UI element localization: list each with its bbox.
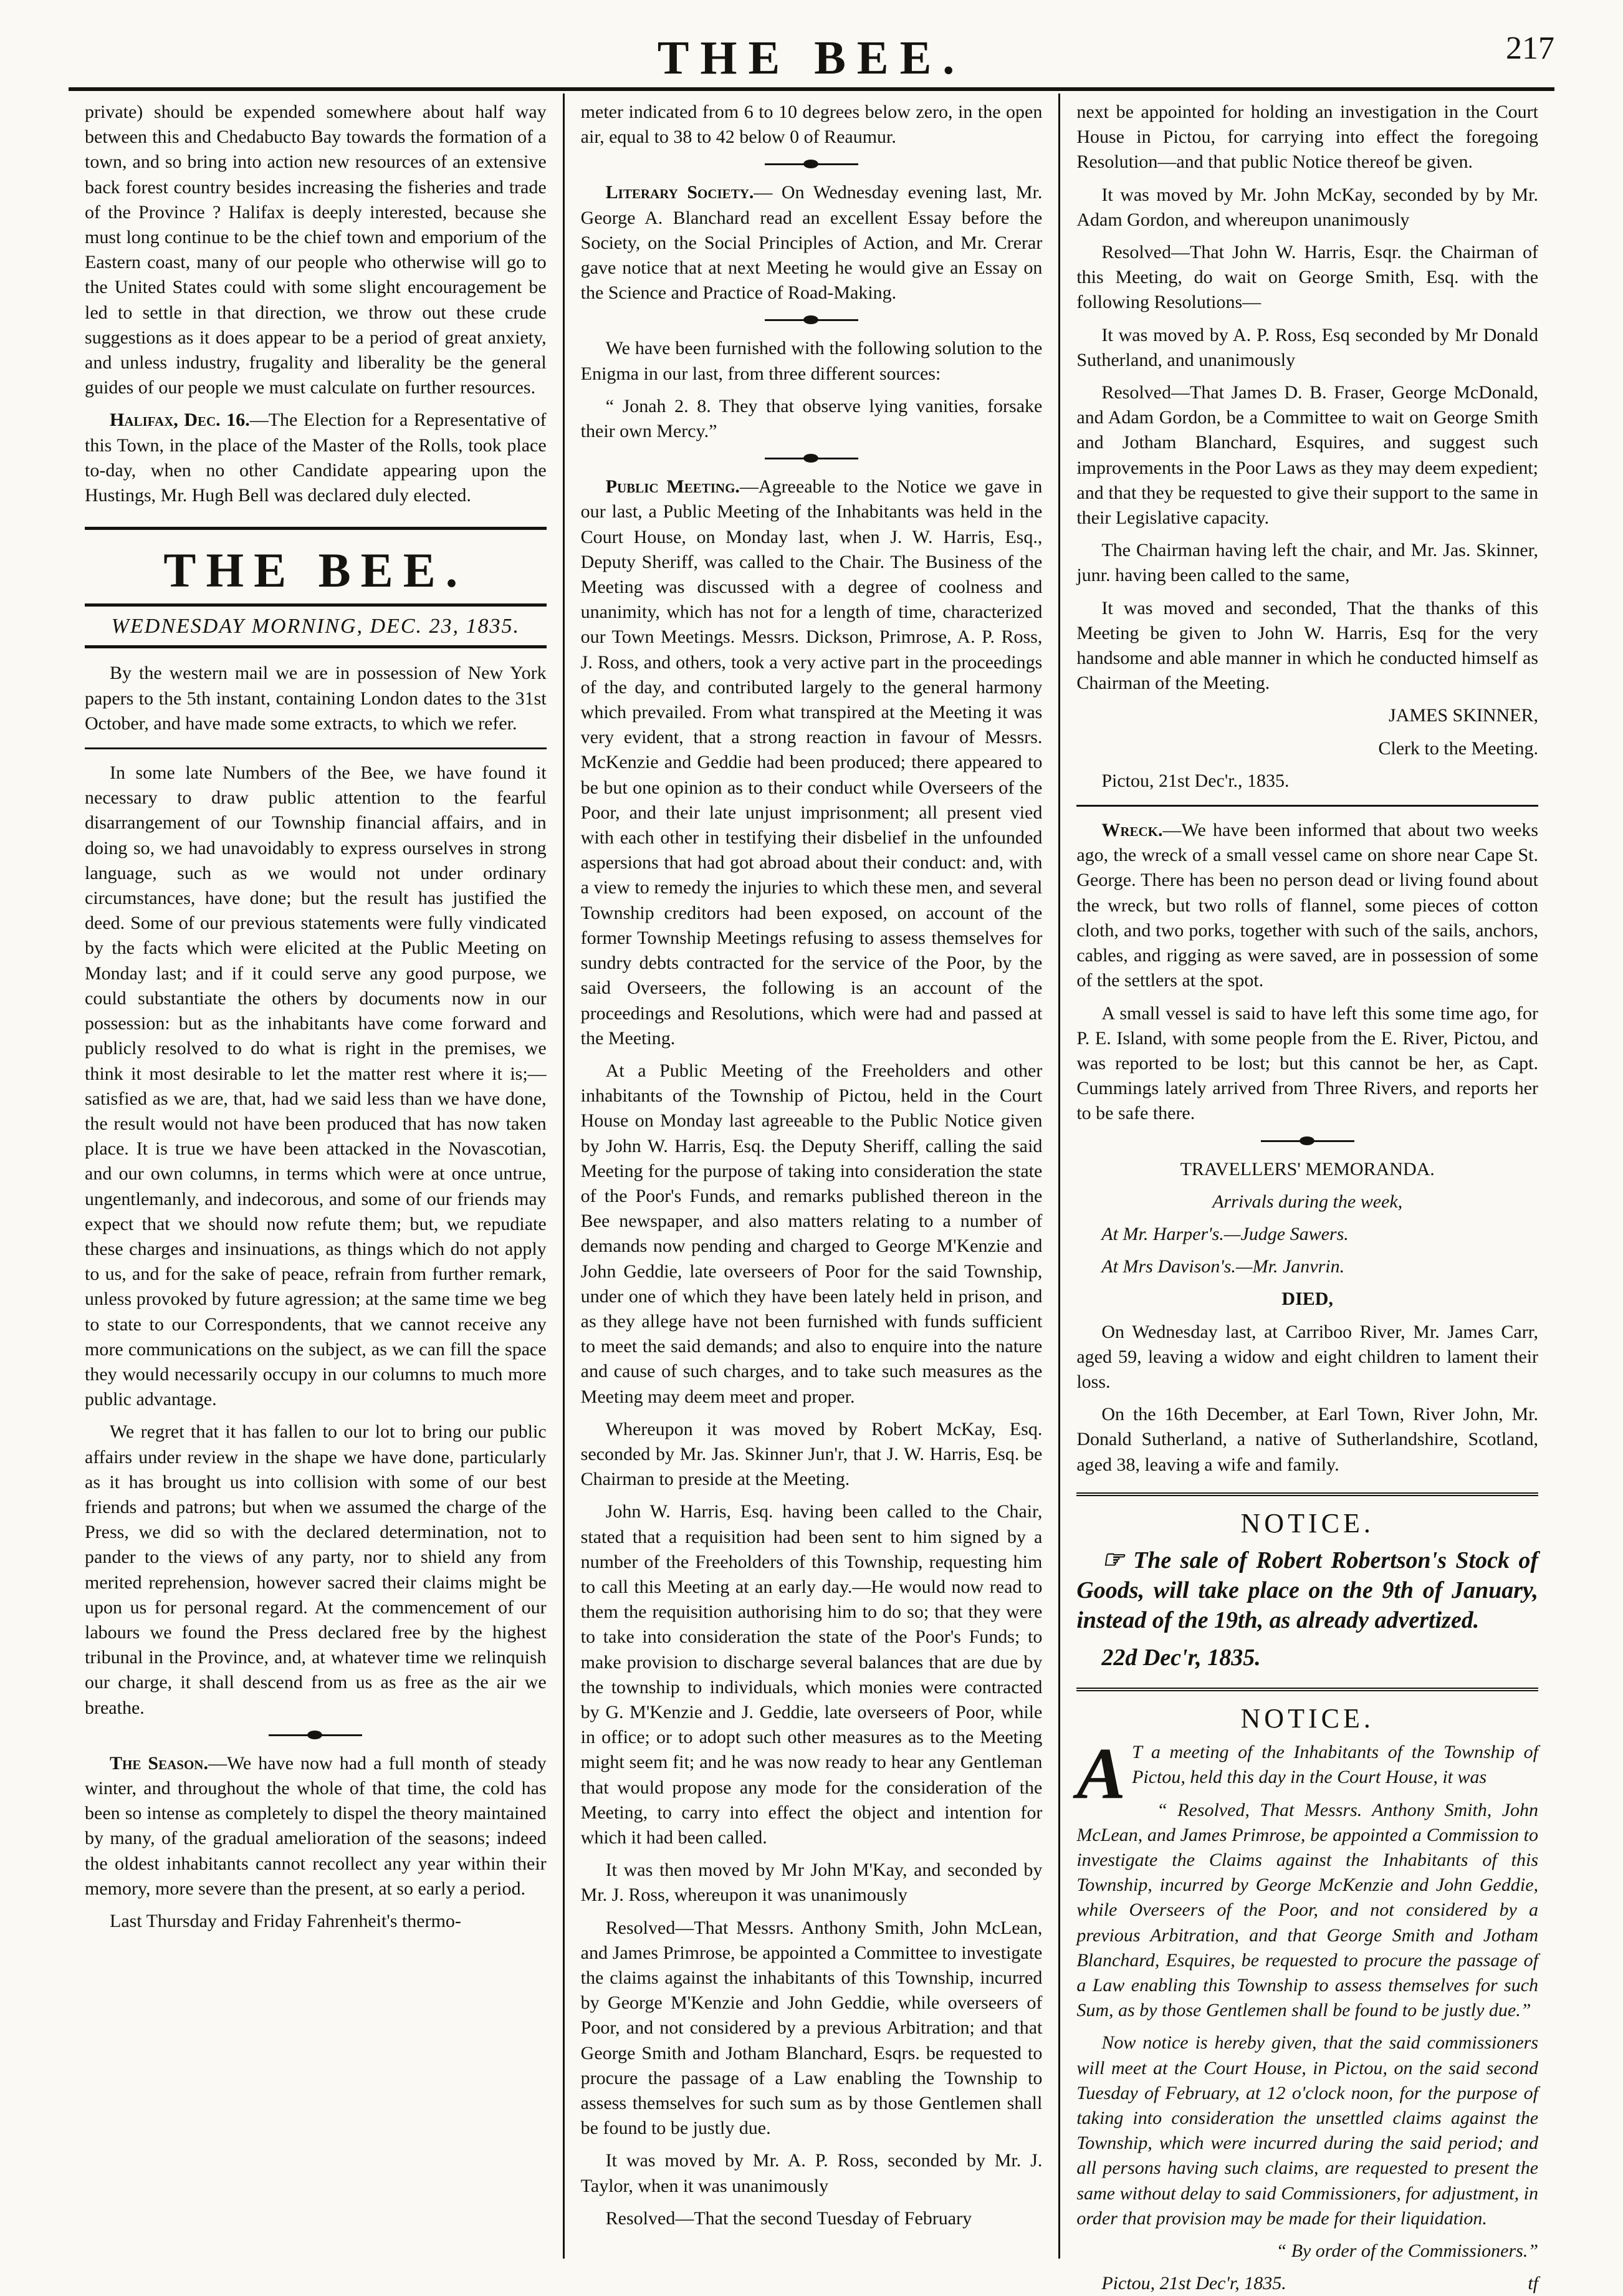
paragraph-text: —The Election for a Representative of this Town, in the place of the Master of the Rolls, took place to-day, when no other Candidate appearing upon the Hustings, Mr. Hugh Bell was declared duly elected. [85,410,547,506]
section-masthead [85,527,547,607]
article-paragraph: It was then moved by Mr John M'Kay, and seconded by Mr. J. Ross, whereupon it was unanimously [580,1860,1043,1906]
notice-body: Now notice is hereby given, that the said commissioners will meet at the Court House, in Pictou, on the said second Tuesday of February, at 12 o'clock noon, for the purpose of taking into consideration the unsettled claims against the Township, which were incurred during the said period; and all persons having such claims, are requested to present the same without delay to said Commissioners, for adjustment, in order that provision may be made for their liquidation. [1076,2032,1539,2229]
article-heading: Public Meeting. [605,476,740,497]
divider [1076,1492,1538,1496]
column-1 [69,94,563,2259]
article-paragraph [85,1751,547,1901]
notice-heading: NOTICE. [1240,1507,1374,1539]
paragraph-text: — On Wednesday evening last, Mr. George A. Blanchard read an excellent Essay before the Society, on the Social Principles of Action, and Mr. Crerar gave notice that at next Meeting he would give an Essay on the Science and Practice of Road-Making. [580,182,1043,304]
divider [85,747,547,749]
divider [269,1734,362,1736]
divider [765,319,858,321]
divider [765,163,858,165]
divider [1076,1688,1538,1691]
article-paragraph [581,474,1043,1051]
notice-date: 22d Dec'r, 1835. [1101,1644,1261,1671]
article-paragraph: Resolved—That the second Tuesday of February [605,2207,972,2229]
notice-date [1076,2271,1538,2296]
masthead [69,0,1554,94]
article-paragraph: next be appointed for holding an investigation in the Court House in Pictou, for carrying into effect the foregoing Resolution—and that public Notice thereof be given. [1076,102,1539,173]
notice-quote: “ Resolved, That Messrs. Anthony Smith, John McLean, and James Primrose, be appointed a Commission to investigate the Claims against the Inhabitants of this Township, incurred by George McKenzie and John Geddie, while Overseers of the Poor, and not considered by a previous Arbitration, and that George Smith and Jotham Blanchard, Esquires, be requested to procure the passage of a Law enabling this Township to assess themselves for such Sum, as by those Gentlemen shall be found to be justly due.” [1076,1799,1539,2021]
article-paragraph: Whereupon it was moved by Robert McKay, Esq. seconded by Mr. Jas. Skinner Jun'r, that J. W. Harris, Esq. be Chairman to preside at the Meeting. [580,1418,1043,1490]
masthead-title: THE BEE. [657,32,966,84]
article-paragraph: We have been furnished with the following solution to the Enigma in our last, from three different sources: [580,338,1043,384]
dateline-halifax: Halifax, Dec. 16. [110,410,250,431]
notice-lead-text: T a meeting of the Inhabitants of the Township of Pictou, held this day in the Court House, it was [1132,1742,1539,1788]
page-number: 217 [1506,31,1554,66]
pointing-hand-icon: ☞ [1101,1545,1134,1573]
article-paragraph: The Chairman having left the chair, and Mr. Jas. Skinner, junr. having been called to the same, [1076,540,1539,586]
column-3 [1058,94,1554,2294]
notice-heading: NOTICE. [1240,1703,1374,1734]
columns [69,94,1554,2294]
obituary-entry: On the 16th December, at Earl Town, River John, Mr. Donald Sutherland, a native of Sutherlandshire, Scotland, aged 38, leaving a wife and family. [1076,1404,1539,1475]
paragraph-text: —We have been informed that about two weeks ago, the wreck of a small vessel came on shore near Cape St. George. There has been no person dead or living found about the wreck, but two rolls of flannel, some pieces of cotton cloth, and two porks, together with such of the sails, anchors, cables, and rigging as were saved, are in possession of some of the settlers at the spot. [1076,820,1539,991]
paragraph-text: —Agreeable to the Notice we gave in our last, a Public Meeting of the Inhabitants was held in the Court House, on Monday last, when J. W. Harris, Esq., Deputy Sheriff, was called to the Chair. The Business of the Meeting was discussed with a degree of coolness and unanimity, which has not for a length of time, characterized our Town Meetings. Messrs. Dickson, Primrose, A. P. Ross, J. Ross, and others, took a very active part in the proceedings of the day, and contributed largely to the general harmony which prevailed. From what transpired at the Meeting it was very evident, that a strong reaction in favour of Messrs. McKenzie and Geddie had been produced; there appeared to be but one opinion as to their conduct while Overseers of the Poor, and their late unjust imprisonment; all present vied with each other in testifying their disbelief in the unfounded aspersions that had got abroad about their conduct: and, with a view to remedy the injuries to which these men, and several Township creditors had been exposed, on account of the former Township Meetings refusing to assess themselves for sundry debts contracted for the service of the Poor, by the said Overseers, the following is an account of the proceedings and Resolutions, which were had and passed at the Meeting. [580,476,1043,1049]
article-paragraph: Resolved—That John W. Harris, Esqr. the Chairman of this Meeting, do wait on George Smith, Esq. with the following Resolutions— [1076,242,1539,313]
issue-dateline: WEDNESDAY MORNING, DEC. 23, 1835. [85,610,547,648]
memoranda-entry: At Mr. Harper's.—Judge Sawers. [1101,1223,1349,1244]
signature-date: Pictou, 21st Dec'r., 1835. [1101,770,1290,791]
article-paragraph: Resolved—That James D. B. Fraser, George McDonald, and Adam Gordon, be a Committee to wait on George Smith and Jotham Blanchard, Esquires, and suggest such improvements in the Poor Laws as they may deem expedient; and that they be requested to give their support to the same in their Legislative capacity. [1076,382,1539,529]
article-paragraph: In some late Numbers of the Bee, we have found it necessary to draw public attention to the fearful disarrangement of our Township financial affairs, and in doing so, we had unavoidably to express ourselves in strong language, such as we would not under ordinary circumstances, have done; but the result has justified the deed. Some of our previous statements were fully vindicated by the facts which were elicited at the Public Meeting on Monday last; and if it could serve any good purpose, we could substantiate the others by documents now in our possession: but as the inhabitants have come forward and publicly resolved to do what is right in the premises, we think it most desirable to let the matter rest where it is;—satisfied as we are, that, had we said less than we have done, the result would not have been produced that has now taken place. It is true we have been attacked in the Novascotian, and our own columns, in terms which were at once untrue, ungentlemanly, and indecorous, and some of our friends may expect that we should now refute them; but, we repudiate these charges and insinuations, as things which do not apply to us, and for the sake of peace, refrain from further remark, unless provoked by future agression; at the same time we beg to state to our Correspondents, that we cannot receive any more communications on the subject, as we can fill the space they would necessarily occupy in our columns to much more public advantage. [85,762,547,1410]
article-paragraph: A small vessel is said to have left this some time ago, for P. E. Island, with some people from the E. River, Pictou, and was reported to be lost; but this cannot be her, as Capt. Cummings lately arrived from Three Rivers, and reports her to be safe there. [1076,1002,1539,1124]
article-paragraph: It was moved by A. P. Ross, Esq seconded by Mr Donald Sutherland, and unanimously [1076,324,1539,370]
notice-mark: tf [1528,2273,1539,2294]
masthead-rule [69,87,1554,91]
article-paragraph [581,180,1043,305]
drop-cap: A [1076,1732,1126,1815]
paragraph-text: —We have now had a full month of steady winter, and throughout the whole of that time, the cold has been so intense as completely to dispel the theory maintained by many, of the gradual amelioration of the seasons; indeed the oldest inhabitants cannot recollect any year within their memory, more severe than the present, at so early a period. [85,1752,547,1899]
article-heading: Literary Society. [605,182,754,203]
divider [1261,1140,1354,1142]
divider [765,458,858,459]
obituary-entry: On Wednesday last, at Carriboo River, Mr. James Carr, aged 59, leaving a widow and eight children to lament their loss. [1076,1321,1539,1392]
article-paragraph: It was moved by Mr. John McKay, seconded by by Mr. Adam Gordon, and whereupon unanimously [1076,184,1539,230]
notice-lead [1076,1732,1539,1815]
article-paragraph: private) should be expended somewhere about half way between this and Chedabucto Bay towards the formation of a town, and so bring into action new resources of an extensive back forest country besides increasing the fisheries and trade of the Province ? Halifax is deeply interested, because she must long continue to be the chief town and emporium of the Eastern coast, many of our people who otherwise will go to the United States could with some slight encouragement be led to settle in that direction, we throw out these crude suggestions as it does appear to be a period of great anxiety, and unless industry, frugality and liberality be the general guides of our people we must calculate on further resources. [85,102,547,398]
article-paragraph: Resolved—That Messrs. Anthony Smith, John McLean, and James Primrose, be appointed a Committee to investigate the claims against the inhabitants of this Township, incurred by George M'Kenzie and John Geddie, while overseers of Poor, and not considered by a previous Arbitration; and that George Smith and Jotham Blanchard, Esqrs. be requested to procure the passage of a Law enabling the Township to assess themselves for such sum as by those Gentlemen shall be found to be justly due. [580,1917,1043,2139]
article-paragraph [1076,818,1538,993]
article-paragraph: It was moved and seconded, That the thanks of this Meeting be given to John W. Harris, Esq for the very handsome and able manner in which he conducted himself as Chairman of the Meeting. [1076,597,1539,694]
died-heading: DIED, [1281,1289,1333,1310]
article-heading: The Season. [110,1752,208,1774]
memoranda-heading: TRAVELLERS' MEMORANDA. [1180,1158,1435,1179]
signature-role: Clerk to the Meeting. [1378,737,1539,759]
notice-text: The sale of Robert Robertson's Stock of Goods, will take place on the 9th of January, instead of the 19th, as already advertized. [1076,1547,1539,1633]
article-heading: Wreck. [1101,820,1163,841]
article-paragraph: meter indicated from 6 to 10 degrees below zero, in the open air, equal to 38 to 42 below 0 of Reaumur. [580,102,1043,148]
article-paragraph: We regret that it has fallen to our lot to bring our public affairs under review in the shape we have done, particularly as it has brought us into collision with some of our best friends and patrons; but when we assumed the charge of the Press, we did so with the declared determination, not to pander to the views of any party, nor to shield any from merited reprehension, however sacred their claims might be upon us for personal regard. At the commencement of our labours we found the Press declared free by the highest tribunal in the Province, and, at whatever time we relinquish our charge, it shall descend from us as free as the air we breathe. [85,1421,547,1718]
article-paragraph: At a Public Meeting of the Freeholders and other inhabitants of the Township of Pictou, held in the Court House on Monday last agreeable to the Public Notice given by John W. Harris, Esq. the Deputy Sheriff, calling the said Meeting for the purpose of taking into consideration the state of the Poor's Funds, and remarks published thereon in the Bee newspaper, and also matters relating to a number of demands now pending and charged to George M'Kenzie and John Geddie, late overseers of Poor for the said Township, under one of which they have been lately held in prison, and as they allege have not been furnished with funds sufficient to meet the said demands; and also to enquire into the nature and cause of such charges, and to take such measures as the Meeting may deem meet and proper. [580,1060,1043,1407]
article-paragraph: Last Thursday and Friday Fahrenheit's thermo- [110,1911,461,1931]
notice-body [1076,1545,1538,1635]
article-paragraph: John W. Harris, Esq. having been called to the Chair, stated that a requisition had been sent to him signed by a number of the Freeholders of this Township, requesting him to call this Meeting at an early day.—He would now read to them the requisition authorising him to do so; that they were to take into consideration the state of the Poor's Funds; to make provision to discharge several balances that are due by the township to individuals, which monies were contracted by G. M'Kenzie and J. Geddie, late overseers of Poor, while in office; or to adopt such other measures as to the Meeting might seem fit; and he was now ready to hear any Gentleman that would propose any mode for the consideration of the Meeting, to carry into effect the object and intention for which it had been called. [580,1501,1043,1848]
memoranda-entry: At Mrs Davison's.—Mr. Janvrin. [1101,1256,1345,1277]
divider [1076,805,1538,807]
article-paragraph: By the western mail we are in possession of New York papers to the 5th instant, containing London dates to the 31st October, and have made some extracts, to which we refer. [85,663,547,734]
article-paragraph [85,408,547,508]
memoranda-subheading: Arrivals during the week, [1212,1191,1403,1212]
notice-order: “ By order of the Commissioners.” [1276,2241,1539,2262]
article-paragraph: It was moved by Mr. A. P. Ross, seconded by Mr. J. Taylor, when it was unanimously [580,2150,1043,2196]
column-2 [563,94,1059,2259]
notice-date-text: Pictou, 21st Dec'r, 1835. [1101,2273,1286,2294]
signature-name: JAMES SKINNER, [1388,705,1539,726]
article-paragraph: “ Jonah 2. 8. They that observe lying vanities, forsake their own Mercy.” [580,395,1043,442]
section-title: THE BEE. [163,543,468,598]
